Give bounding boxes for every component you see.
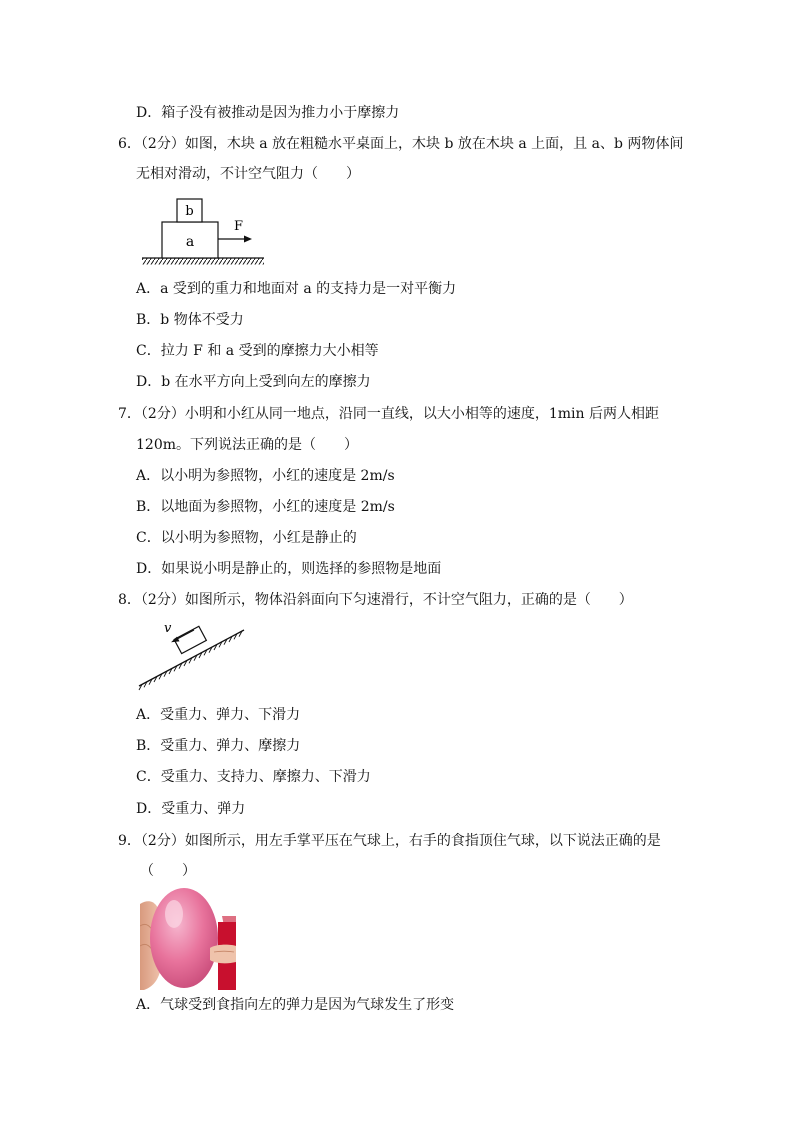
q7-option-a: A．以小明为参照物，小红的速度是 2m/s — [136, 468, 395, 484]
q9-stem-line1: 9．（2分）如图所示，用左手掌平压在气球上，右手的食指顶住气球，以下说法正确的是 — [118, 833, 661, 849]
q9-stem-line2: （ ） — [140, 863, 196, 879]
q8-option-a: A．受重力、弹力、下滑力 — [136, 707, 301, 723]
q6-option-b: B．b 物体不受力 — [136, 312, 244, 328]
q8-stem-line1: 8．（2分）如图所示，物体沿斜面向下匀速滑行，不计空气阻力，正确的是（ ） — [118, 592, 633, 608]
q6-option-a: A．a 受到的重力和地面对 a 的支持力是一对平衡力 — [136, 281, 457, 297]
q7-option-c: C．以小明为参照物，小红是静止的 — [136, 530, 357, 546]
q5-option-d: D．箱子没有被推动是因为推力小于摩擦力 — [136, 105, 400, 121]
q6-stem-line1: 6．（2分）如图，木块 a 放在粗糙水平桌面上，木块 b 放在木块 a 上面，且 a、b 两物体间 — [118, 136, 684, 152]
balloon — [150, 888, 218, 988]
q8-incline-figure — [136, 618, 252, 692]
q9-option-a: A．气球受到食指向左的弹力是因为气球发生了形变 — [136, 997, 455, 1013]
q8-option-c: C．受重力、支持力、摩擦力、下滑力 — [136, 769, 371, 785]
label-v: v — [164, 621, 172, 636]
q7-stem-line2: 120m。下列说法正确的是（ ） — [136, 437, 358, 453]
label-a: a — [185, 234, 195, 250]
q7-option-d: D．如果说小明是静止的，则选择的参照物是地面 — [136, 561, 442, 577]
q6-block-figure — [138, 194, 268, 268]
q6-stem-line2: 无相对滑动，不计空气阻力（ ） — [136, 166, 360, 182]
q6-option-c: C．拉力 F 和 a 受到的摩擦力大小相等 — [136, 343, 379, 359]
q7-stem-line1: 7．（2分）小明和小红从同一地点，沿同一直线，以大小相等的速度，1min 后两人相距 — [118, 406, 659, 422]
sliding-block — [174, 626, 206, 653]
q6-option-d: D．b 在水平方向上受到向左的摩擦力 — [136, 374, 371, 390]
q9-balloon-photo — [140, 886, 236, 990]
q8-option-d: D．受重力、弹力 — [136, 801, 246, 817]
q7-option-b: B．以地面为参照物，小红的速度是 2m/s — [136, 499, 395, 515]
right-finger — [210, 945, 236, 964]
label-F: F — [234, 219, 244, 234]
label-b: b — [185, 204, 194, 219]
q8-option-b: B．受重力、弹力、摩擦力 — [136, 738, 301, 754]
